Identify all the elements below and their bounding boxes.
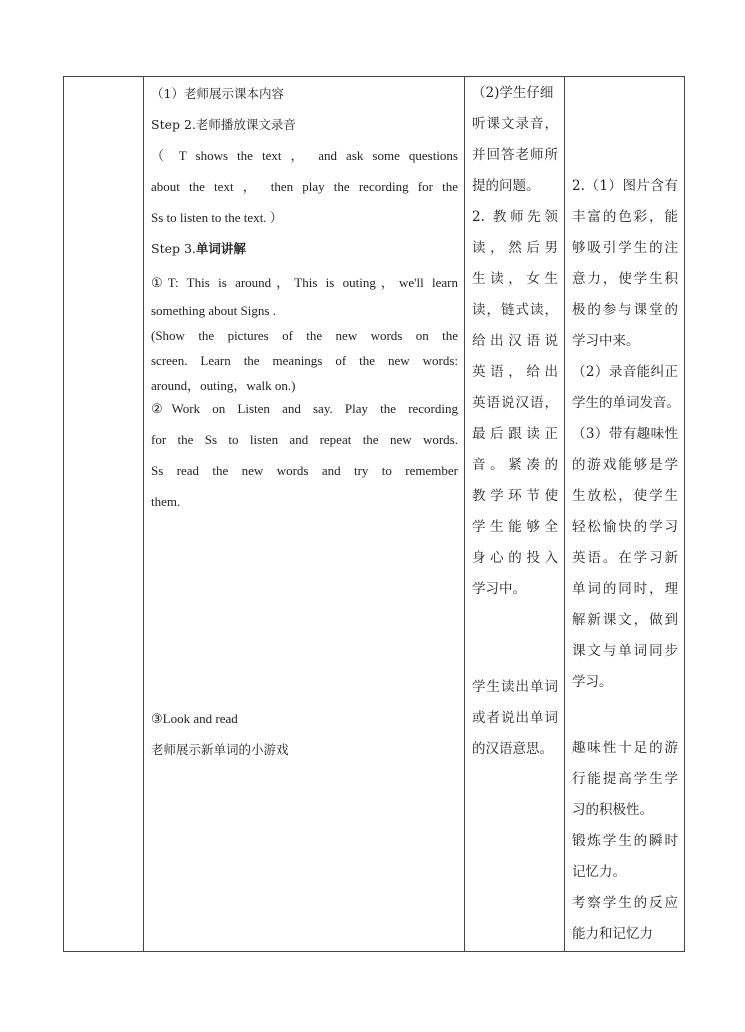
listen-say-line-1: ②Work on Listen and say. Play the recording — [151, 401, 458, 416]
design-intent-line: 极的参与课堂的 — [572, 302, 678, 318]
student-activity-line: 或者说出单词 — [472, 710, 558, 726]
design-intent-line: 的游戏能够是学 — [572, 457, 678, 473]
table-row — [64, 77, 685, 952]
student-activity-line: 英语，给出 — [472, 364, 558, 380]
word-game-text: 老师展示新单词的小游戏 — [151, 742, 289, 757]
blank-column-cell — [64, 77, 144, 952]
word-pictures-line-2: screen. Learn the meanings of the new words: — [151, 353, 458, 368]
step-1-text: （1）老师展示课本内容 — [151, 86, 284, 101]
design-intent-line: 轻松愉快的学习 — [572, 519, 678, 535]
design-intent-line: 英语。在学习新 — [572, 550, 678, 566]
design-intent-line: 2.（1）图片含有 — [572, 178, 678, 194]
student-activity-line: （2)学生仔细 — [472, 85, 554, 101]
design-intent-line: 学习。 — [572, 674, 613, 690]
student-activity-line: 读，链式读， — [472, 302, 558, 318]
design-intent-line: 趣味性十足的游 — [572, 740, 678, 756]
design-intent-line: 考察学生的反应 — [572, 895, 678, 911]
step-2-heading: Step 2.老师播放课文录音 — [151, 117, 296, 132]
step-2-detail-line-1: （ T shows the text ， and ask some questions — [151, 148, 458, 163]
listen-say-line-4: them. — [151, 494, 181, 509]
design-intent-line: 够吸引学生的注 — [572, 240, 678, 256]
design-intent-cell — [565, 77, 685, 952]
design-intent-line: 单词的同时，理 — [572, 581, 678, 597]
word-pictures-line-1: (Show the pictures of the new words on the — [151, 328, 458, 343]
student-activity-line: 学习中。 — [472, 581, 526, 597]
design-intent-line: 生放松，使学生 — [572, 488, 678, 504]
design-intent-line: 行能提高学生学 — [572, 771, 678, 787]
design-intent-line: （2）录音能纠正 — [572, 364, 678, 380]
step-2-detail-line-3: Ss to listen to the text. ） — [151, 210, 283, 225]
student-activity-line: 读，然后男 — [472, 240, 558, 256]
student-activity-line: 英语说汉语， — [472, 395, 558, 411]
design-intent-line: 解新课文，做到 — [572, 612, 678, 628]
design-intent-line: 能力和记忆力 — [572, 926, 653, 942]
student-activity-line: 教学环节使 — [472, 488, 558, 504]
student-activity-line: 并回答老师所 — [472, 147, 558, 163]
listen-say-line-2: for the Ss to listen and repeat the new words. — [151, 432, 458, 447]
student-activity-line: 给出汉语说 — [472, 333, 558, 349]
student-activity-line: 听课文录音， — [472, 116, 558, 132]
student-activity-line: 音。紧凑的 — [472, 457, 558, 473]
student-activity-line: 提的问题。 — [472, 178, 540, 194]
word-intro-line-2: something about Signs . — [151, 303, 276, 318]
student-activity-line: 学生读出单词 — [472, 679, 558, 695]
teaching-process-cell — [144, 77, 465, 952]
student-activity-line: 最后跟读正 — [472, 426, 558, 442]
word-pictures-line-3: around，outing，walk on.) — [151, 378, 296, 393]
student-activity-cell — [465, 77, 565, 952]
step-2-detail-line-2: about the text ， then play the recording for the — [151, 179, 458, 194]
design-intent-line: 学生的单词发音。 — [572, 395, 680, 411]
design-intent-line: 锻炼学生的瞬时 — [572, 833, 678, 849]
student-activity-line: 身心的投入 — [472, 550, 558, 566]
step-3-title: 单词讲解 — [195, 241, 246, 256]
student-activity-line: 学生能够全 — [472, 519, 558, 535]
lesson-plan-table — [63, 76, 685, 952]
design-intent-line: 丰富的色彩，能 — [572, 209, 678, 225]
design-intent-line: 记忆力。 — [572, 864, 626, 880]
design-intent-line: 习的积极性。 — [572, 802, 653, 818]
look-and-read-heading: ③Look and read — [151, 711, 238, 726]
design-intent-line: 意力，使学生积 — [572, 271, 678, 287]
listen-say-line-3: Ss read the new words and try to remember — [151, 463, 458, 478]
student-activity-line: 的汉语意思。 — [472, 741, 553, 757]
word-intro-line-1: ①T: This is around，This is outing，we'll learn — [151, 275, 458, 290]
design-intent-line: 课文与单词同步 — [572, 643, 678, 659]
design-intent-line: （3）带有趣味性 — [572, 426, 678, 442]
design-intent-line: 学习中来。 — [572, 333, 640, 349]
student-activity-line: 生读，女生 — [472, 271, 558, 287]
student-activity-line: 2. 教师先领 — [472, 209, 558, 225]
step-3-heading: Step 3.单词讲解 — [151, 241, 246, 256]
